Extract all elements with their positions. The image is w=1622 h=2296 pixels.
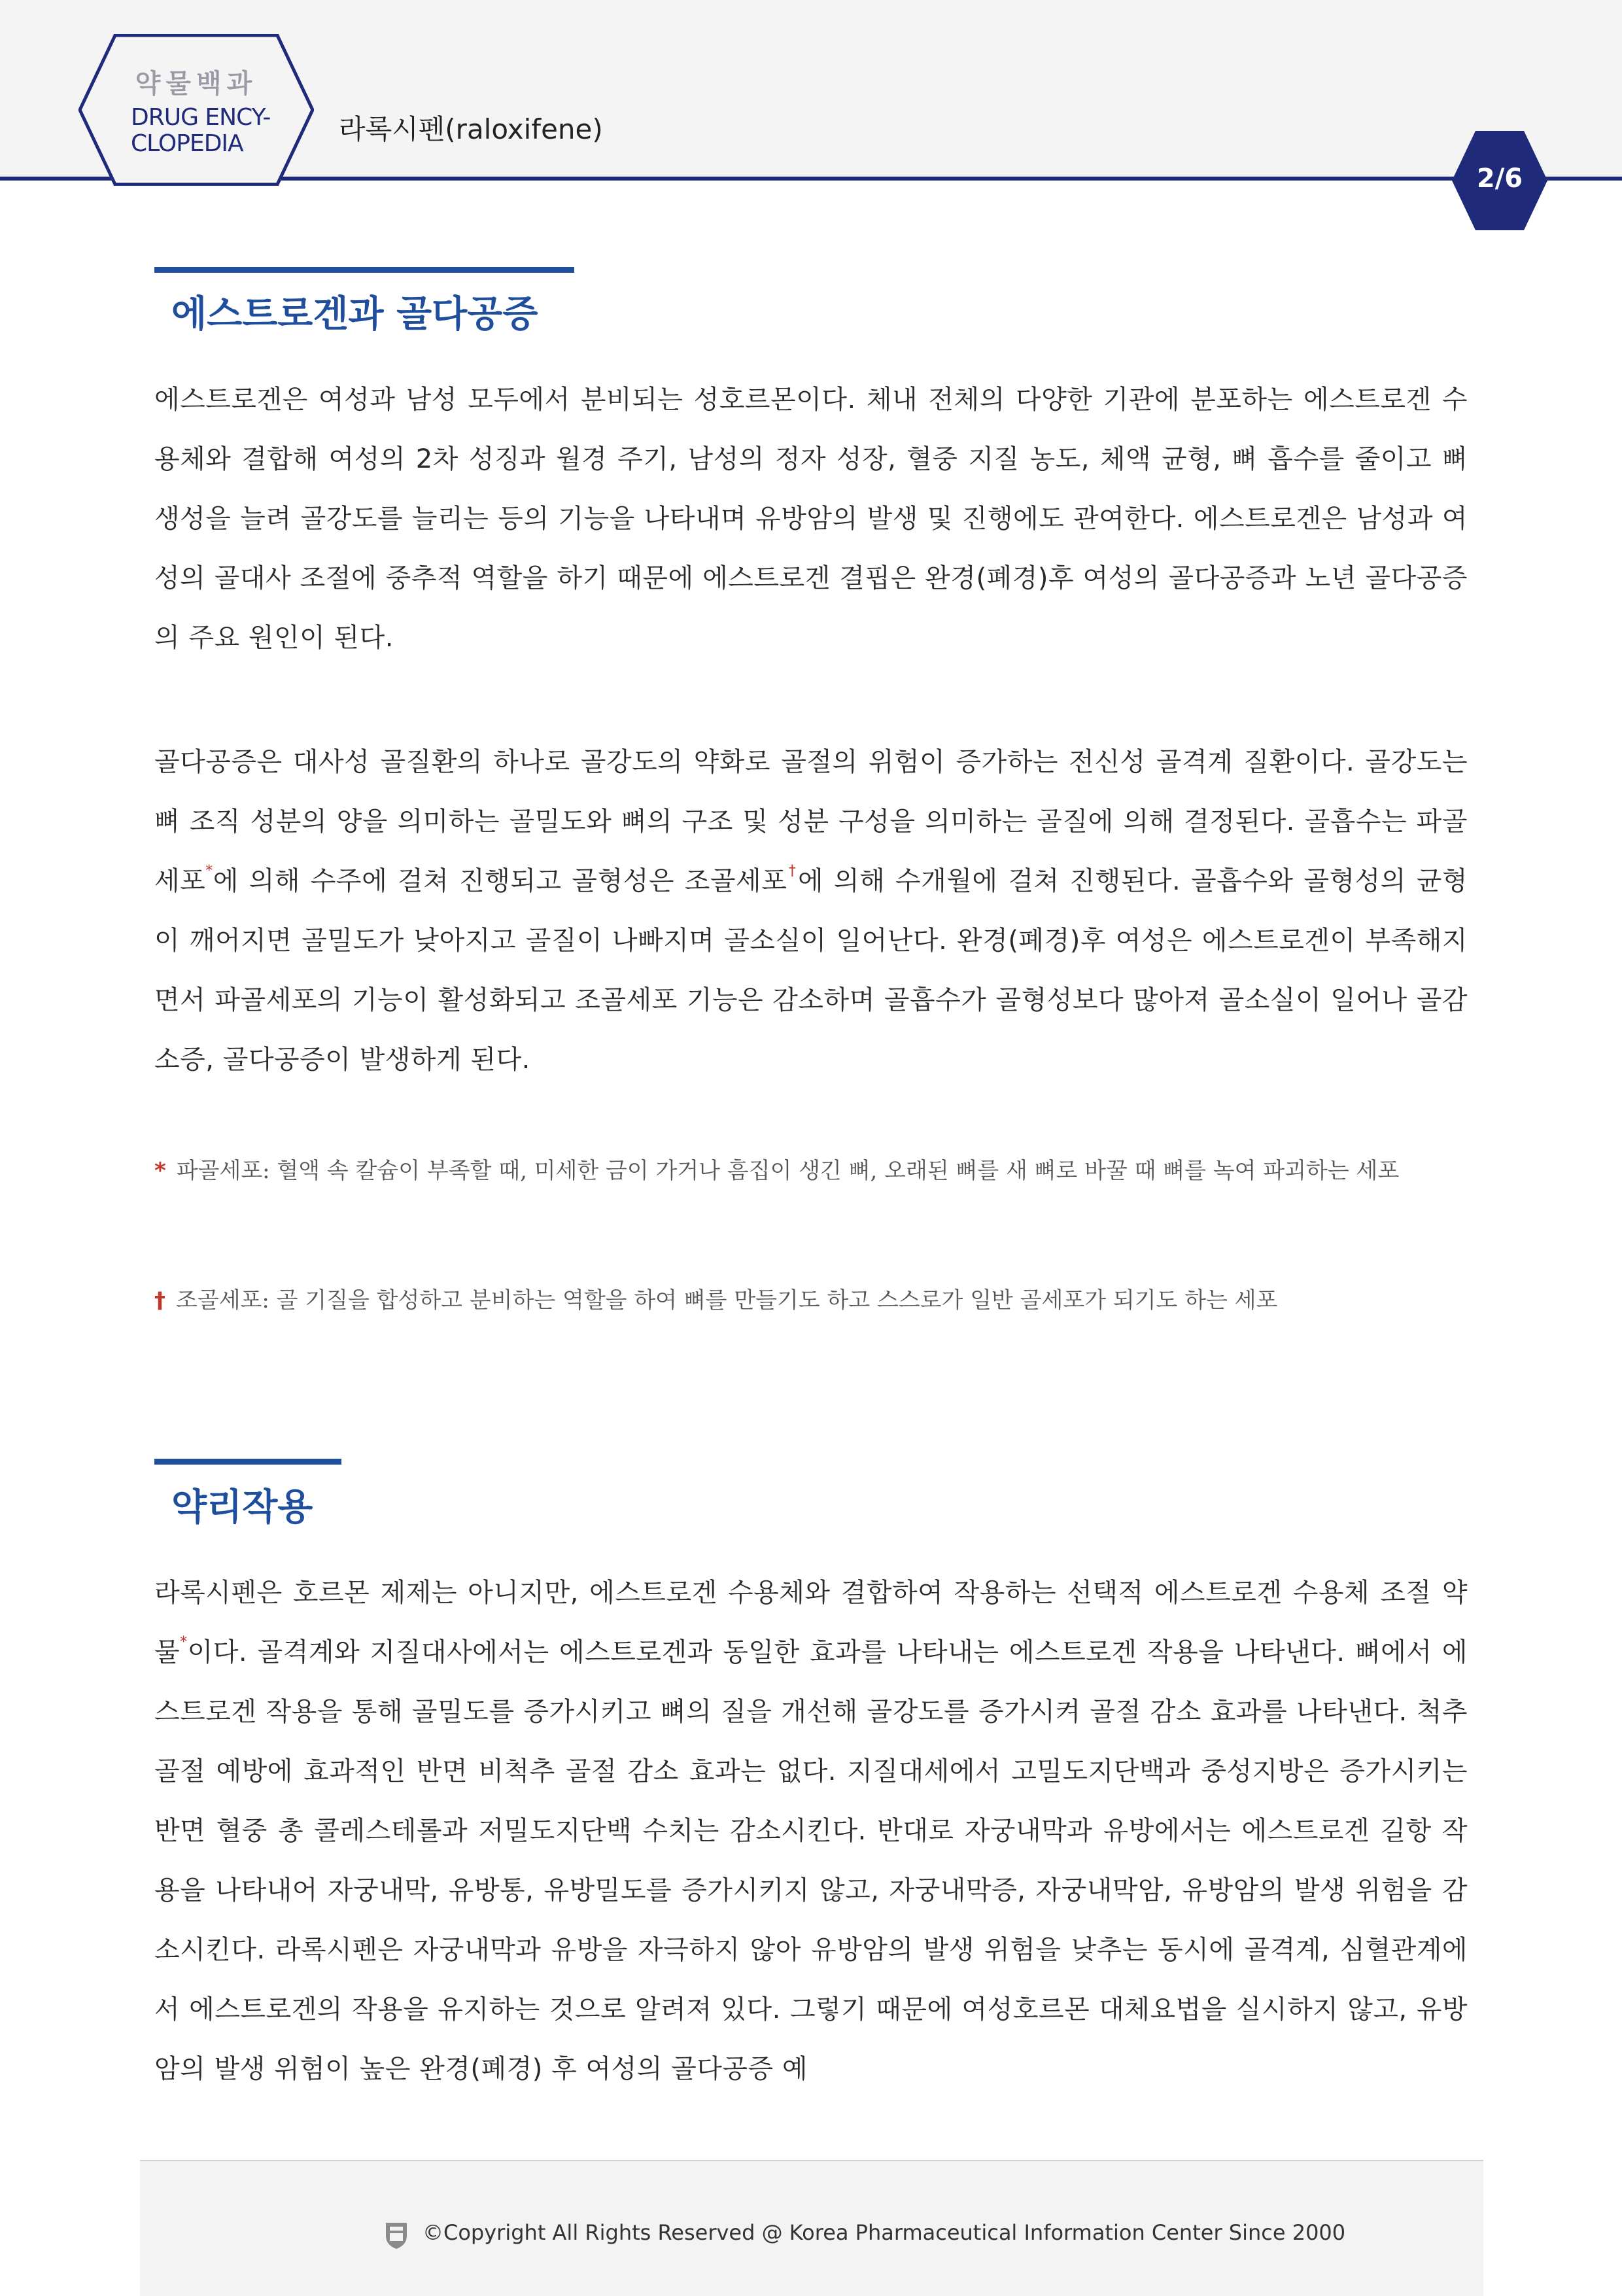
page-number: 2/6 <box>1476 164 1523 194</box>
p2-part-b: 에 의해 수주에 걸쳐 진행되고 골형성은 조골세포 <box>213 866 787 896</box>
section1-paragraph1: 에스트로겐은 여성과 남성 모두에서 분비되는 성호르몬이다. 체내 전체의 다양한 기관에 분포하는 에스트로겐 수용체와 결합해 여성의 2차 성징과 월경 주기, 남성의 정자 성장, 혈중 지질 농도, 체액 균형, 뼈 흡수를 줄이고 뼈 생성을 늘려 골강도를 늘리는 등의 기능을 나타내며 유방암의 발생 및 진행에도 관여한다. 에스트로겐은 남성과 여성의 골대사 조절에 중추적 역할을 하기 때문에 에스트로겐 결핍은 완경(폐경)후 여성의 골다공증과 노년 골다공증의 주요 원인이 된다. <box>154 385 1468 653</box>
page-number-badge <box>1451 128 1549 233</box>
footnote-mark: * <box>154 1158 166 1184</box>
page-header <box>0 0 1622 183</box>
footnote-text: 조골세포: 골 기질을 합성하고 분비하는 역할을 하여 뼈를 만들기도 하고 스스로가 일반 골세포가 되기도 하는 세포 <box>176 1287 1278 1313</box>
logo-english-line2: CLOPEDIA <box>131 130 243 157</box>
section1-title: 에스트로겐과 골다공증 <box>171 293 538 336</box>
drug-encyclopedia-logo <box>78 34 314 186</box>
logo-english-text <box>131 105 270 157</box>
footnote-mark-serm: * <box>180 1634 188 1650</box>
section1-title-bar <box>154 267 574 273</box>
section2-title-bar <box>154 1459 341 1465</box>
copyright-text: ©Copyright All Rights Reserved @ Korea Pharmaceutical Information Center Since 2000 <box>423 2220 1346 2245</box>
shield-logo-icon <box>383 2220 409 2250</box>
footnote-osteoclast <box>154 1145 1468 1197</box>
section2-title: 약리작용 <box>171 1486 313 1529</box>
logo-korean-text: 약물백과 <box>135 69 258 99</box>
document-title: 라록시펜(raloxifene) <box>339 113 603 145</box>
footnote-mark: † <box>154 1287 165 1313</box>
p2-part-a: 골다공증은 대사성 골질환의 하나로 골강도의 약화로 골절의 위험이 증가하는 전신성 골격계 질환이다. 골강도는 뼈 조직 성분의 양을 의미하는 골밀도와 뼈의 구조 및 성분 구성을 의미하는 골질에 의해 결정된다. 골흡수는 파골세포 <box>154 747 1468 896</box>
footnote-mark-osteoclast: * <box>205 863 213 879</box>
s2-part-b: 이다. 골격계와 지질대사에서는 에스트로겐과 동일한 효과를 나타내는 에스트로겐 작용을 나타낸다. 뼈에서 에스트로겐 작용을 통해 골밀도를 증가시키고 뼈의 질을 개선해 골강도를 증가시켜 골절 감소 효과를 나타낸다. 척추 골절 예방에 효과적인 반면 비척추 골절 감소 효과는 없다. 지질대세에서 고밀도지단백과 중성지방은 증가시키는 반면 혈중 총 콜레스테롤과 저밀도지단백 수치는 감소시킨다. 반대로 자궁내막과 유방에서는 에스트로겐 길항 작용을 나타내어 자궁내막, 유방통, 유방밀도를 증가시키지 않고, 자궁내막증, 자궁내막암, 유방암의 발생 위험을 감소시킨다. 라록시펜은 자궁내막과 유방을 자극하지 않아 유방암의 발생 위험을 낮추는 동시에 골격계, 심혈관계에서 에스트로겐의 작용을 유지하는 것으로 알려져 있다. 그렇기 때문에 여성호르몬 대체요법을 실시하지 않고, 유방암의 발생 위험이 높은 완경(폐경) 후 여성의 골다공증 예 <box>154 1637 1468 2084</box>
page-footer <box>140 2160 1483 2296</box>
footnote-mark-osteoblast: † <box>787 863 798 879</box>
p2-part-c: 에 의해 수개월에 걸쳐 진행된다. 골흡수와 골형성의 균형이 깨어지면 골밀도가 낮아지고 골질이 나빠지며 골소실이 일어난다. 완경(폐경)후 여성은 에스트로겐이 부족해지면서 파골세포의 기능이 활성화되고 조골세포 기능은 감소하며 골흡수가 골형성보다 많아져 골소실이 일어나 골감소증, 골다공증이 발생하게 된다. <box>154 866 1468 1075</box>
logo-english-line1: DRUG ENCY- <box>131 104 271 131</box>
footnote-osteoblast <box>154 1274 1468 1327</box>
s2-part-a: 라록시펜은 호르몬 제제는 아니지만, 에스트로겐 수용체와 결합하여 작용하는 선택적 에스트로겐 수용체 조절 약물 <box>154 1578 1468 1667</box>
section2-paragraph <box>154 1563 1468 2099</box>
section1-paragraph2 <box>154 733 1468 1090</box>
footnote-text: 파골세포: 혈액 속 칼슘이 부족할 때, 미세한 금이 가거나 흠집이 생긴 뼈, 오래된 뼈를 새 뼈로 바꿀 때 뼈를 녹여 파괴하는 세포 <box>176 1158 1400 1184</box>
